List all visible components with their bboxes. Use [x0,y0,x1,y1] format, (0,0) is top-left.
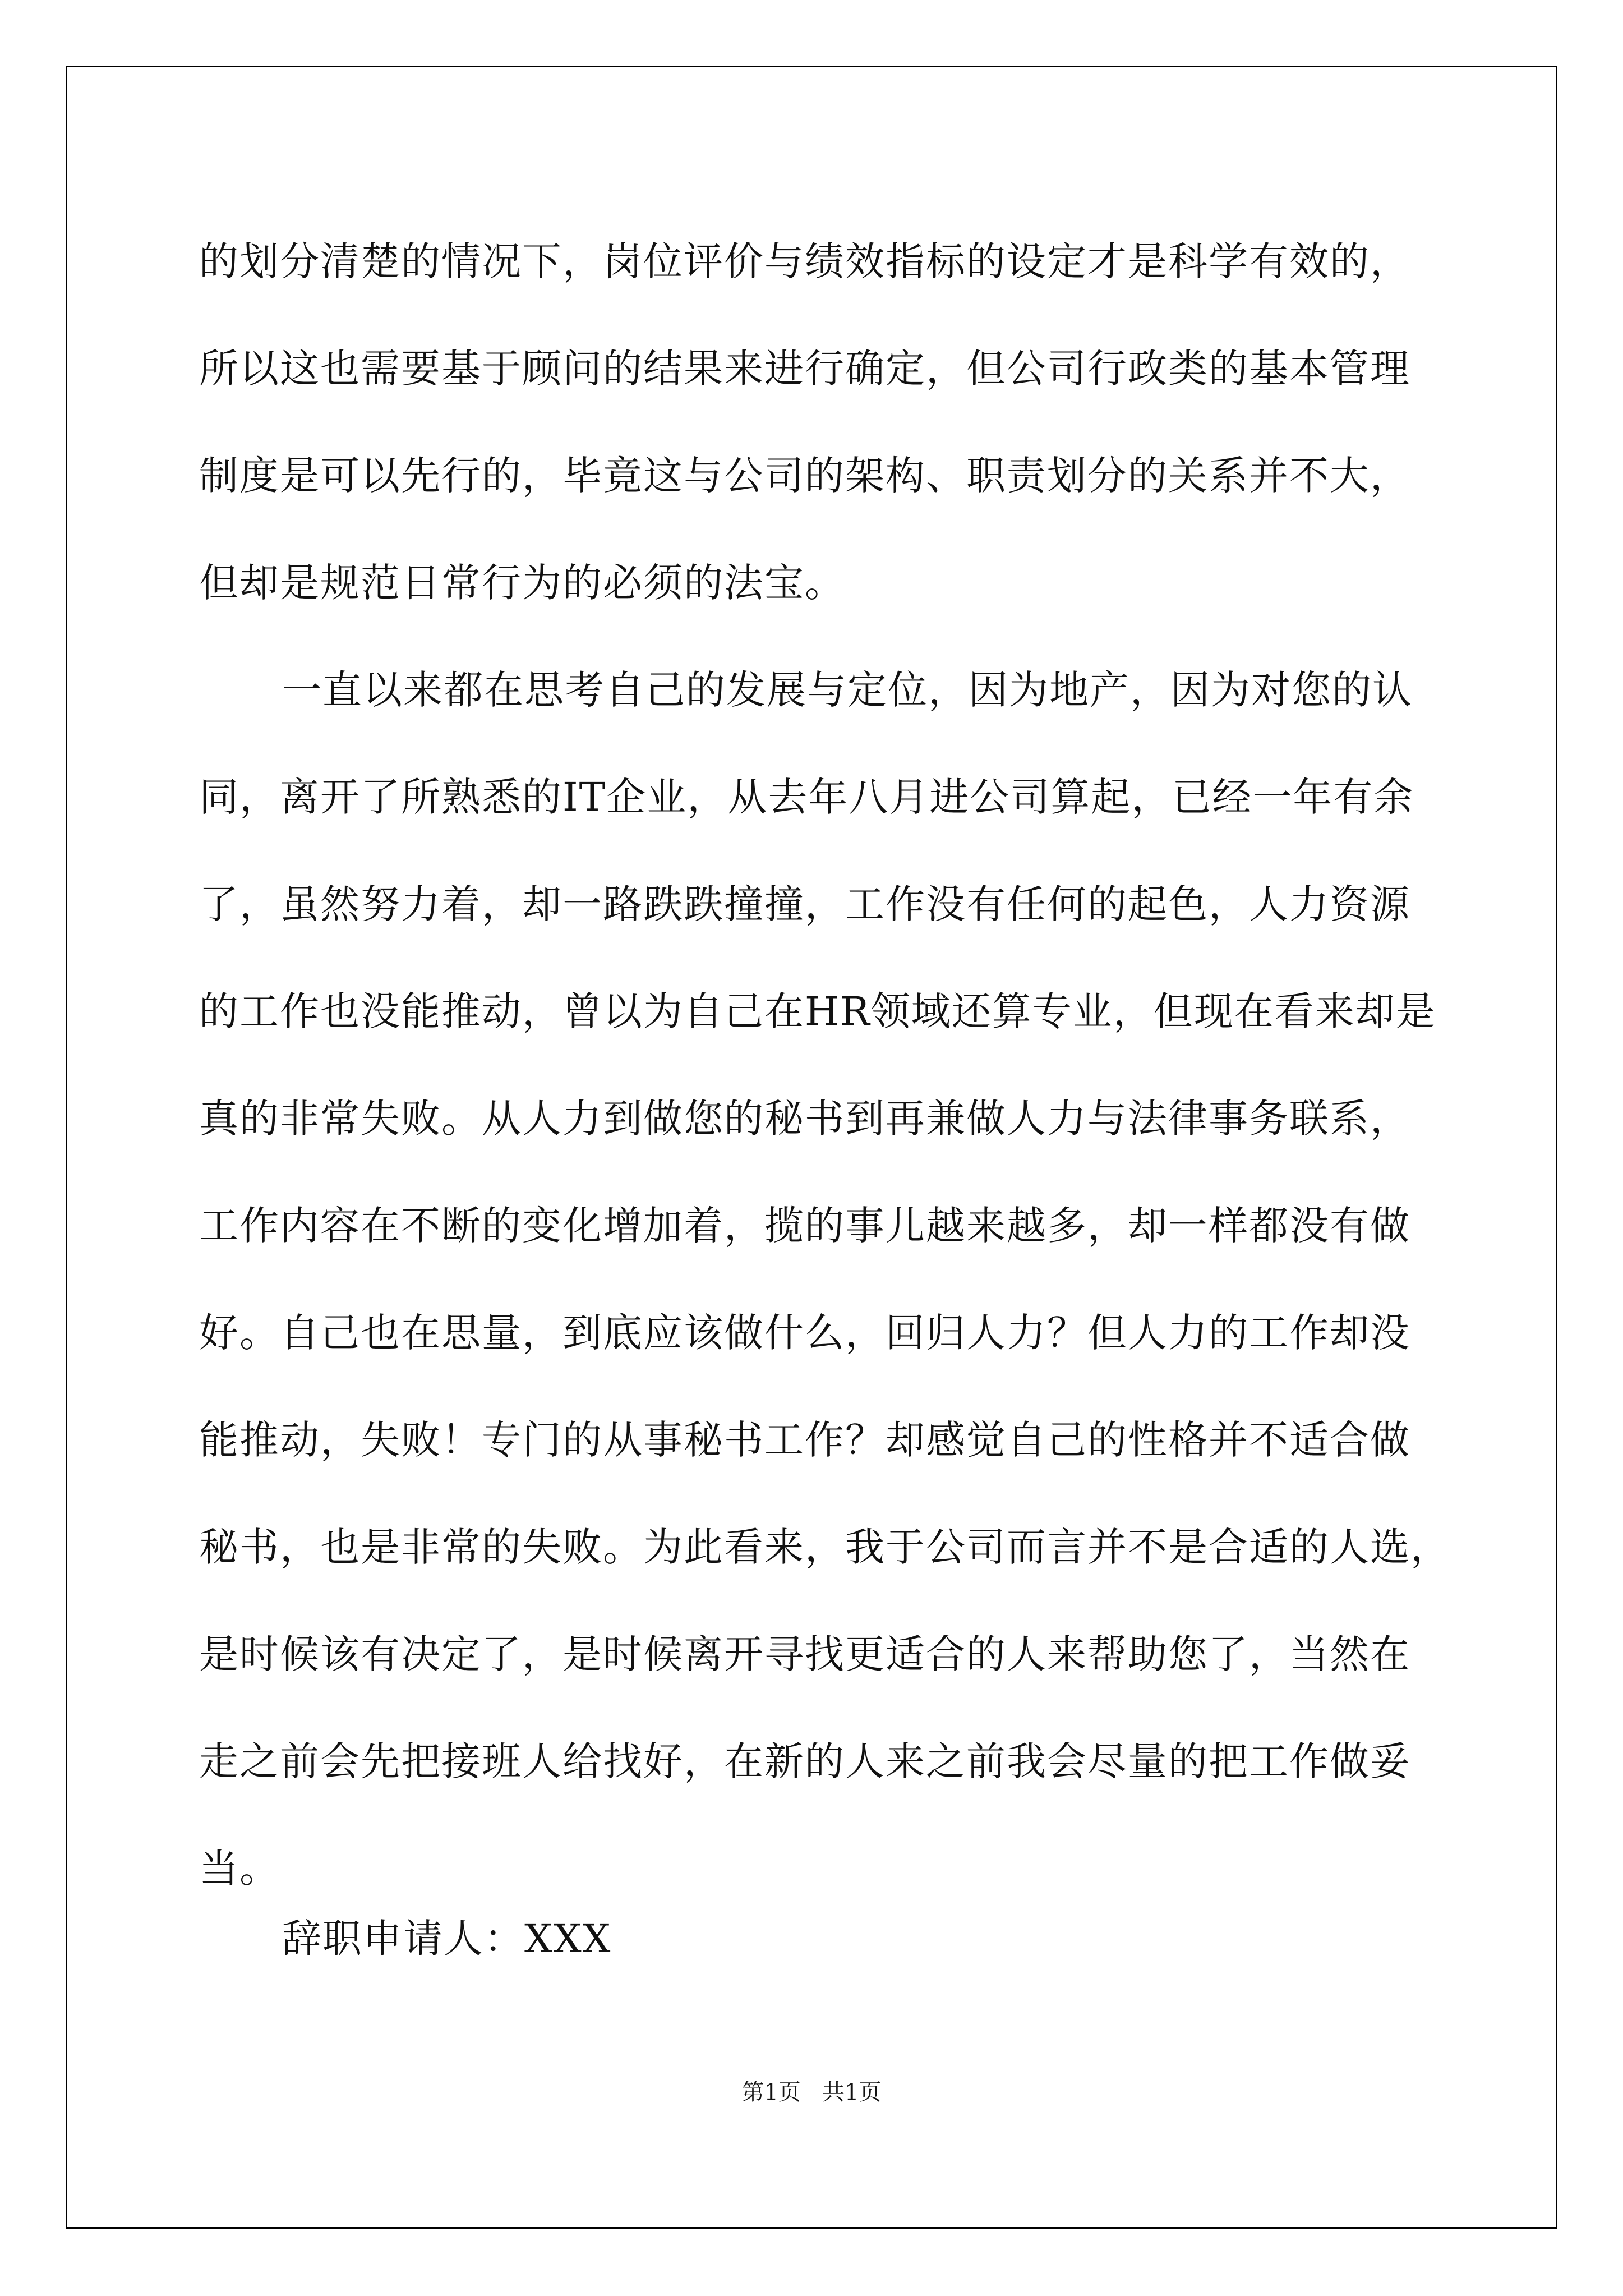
document-body [199,208,1467,1922]
text-line: 的工作也没能推动，曾以为自己在HR领域还算专业，但现在看来却是 [199,988,1436,1034]
text-line: 所以这也需要基于顾问的结果来进行确定，但公司行政类的基本管理 [199,346,1410,392]
signature-line: 辞职申请人：XXX [282,1916,612,1962]
text-line: 是时候该有决定了，是时候离开寻找更适合的人来帮助您了，当然在 [199,1631,1410,1677]
text-line: 走之前会先把接班人给找好，在新的人来之前我会尽量的把工作做妥 [199,1738,1410,1784]
text-line: 工作内容在不断的变化增加着，揽的事儿越来越多，却一样都没有做 [199,1203,1410,1249]
text-line: 但却是规范日常行为的必须的法宝。 [199,560,845,606]
text-line: 制度是可以先行的，毕竟这与公司的架构、职责划分的关系并不大， [199,453,1410,499]
text-line: 同，离开了所熟悉的IT企业，从去年八月进公司算起，已经一年有余 [199,774,1414,820]
text-line: 秘书，也是非常的失败。为此看来，我于公司而言并不是合适的人选， [199,1524,1451,1570]
text-line: 当。 [199,1846,280,1892]
paragraph-1 [199,208,1467,637]
page-footer: 第1页 共1页 [741,2079,882,2105]
paragraph-2 [199,637,1467,1922]
text-line: 了，虽然努力着，却一路跌跌撞撞，工作没有任何的起色，人力资源 [199,881,1410,927]
text-line: 真的非常失败。从人力到做您的秘书到再兼做人力与法律事务联系， [199,1096,1410,1142]
text-line: 好。自己也在思量，到底应该做什么，回归人力？但人力的工作却没 [199,1310,1410,1356]
text-line: 能推动，失败！专门的从事秘书工作？却感觉自己的性格并不适合做 [199,1417,1410,1463]
text-line: 一直以来都在思考自己的发展与定位，因为地产，因为对您的认 [282,667,1413,713]
text-line: 的划分清楚的情况下，岗位评价与绩效指标的设定才是科学有效的， [199,238,1410,284]
